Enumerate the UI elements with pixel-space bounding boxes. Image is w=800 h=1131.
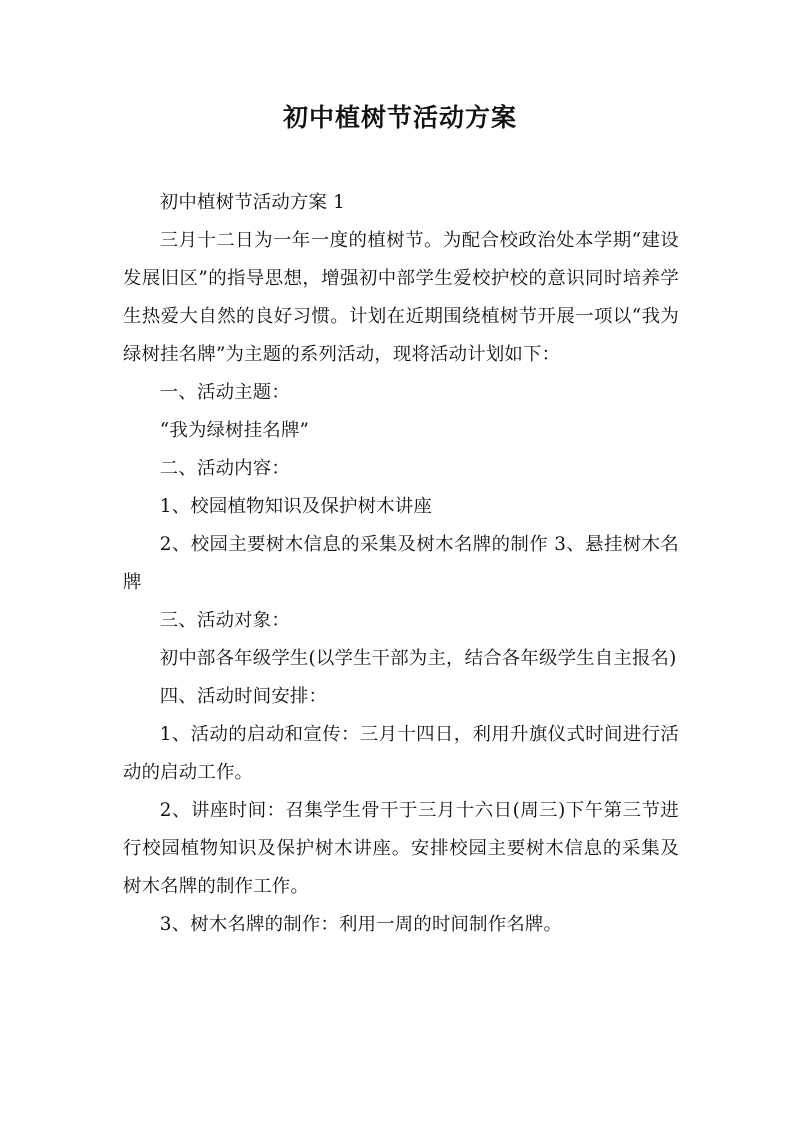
heading-activity-content: 二、活动内容： (159, 458, 290, 479)
heading-activity-theme: 一、活动主题： (159, 382, 290, 403)
activity-theme-text: “我为绿树挂名牌” (159, 420, 310, 441)
schedule-item-3: 3、树木名牌的制作：利用一周的时间制作名牌。 (159, 914, 563, 935)
content-item-1: 1、校园植物知识及保护树木讲座 (159, 496, 432, 517)
document-title: 初中植树节活动方案 (282, 103, 517, 132)
section-heading-plan-1: 初中植树节活动方案 1 (159, 192, 346, 213)
heading-activity-schedule: 四、活动时间安排： (159, 686, 328, 707)
activity-target-text: 初中部各年级学生(以学生干部为主，结合各年级学生自主报名) (159, 648, 677, 669)
document-body (123, 184, 679, 944)
heading-activity-target: 三、活动对象： (159, 610, 290, 631)
content-item-2-3: 2、校园主要树木信息的采集及树木名牌的制作 3、悬挂树木名牌 (123, 534, 679, 593)
schedule-item-2: 2、讲座时间：召集学生骨干于三月十六日(周三)下午第三节进行校园植物知识及保护树木讲座。安排校园主要树木信息的采集及树木名牌的制作工作。 (123, 800, 679, 897)
schedule-item-1: 1、活动的启动和宣传：三月十四日，利用升旗仪式时间进行活动的启动工作。 (123, 724, 679, 783)
intro-paragraph: 三月十二日为一年一度的植树节。为配合校政治处本学期“建设发展旧区”的指导思想，增强初中部学生爱校护校的意识同时培养学生热爱大自然的良好习惯。计划在近期围绕植树节开展一项以“我为绿树挂名牌”为主题的系列活动，现将活动计划如下： (123, 230, 679, 365)
